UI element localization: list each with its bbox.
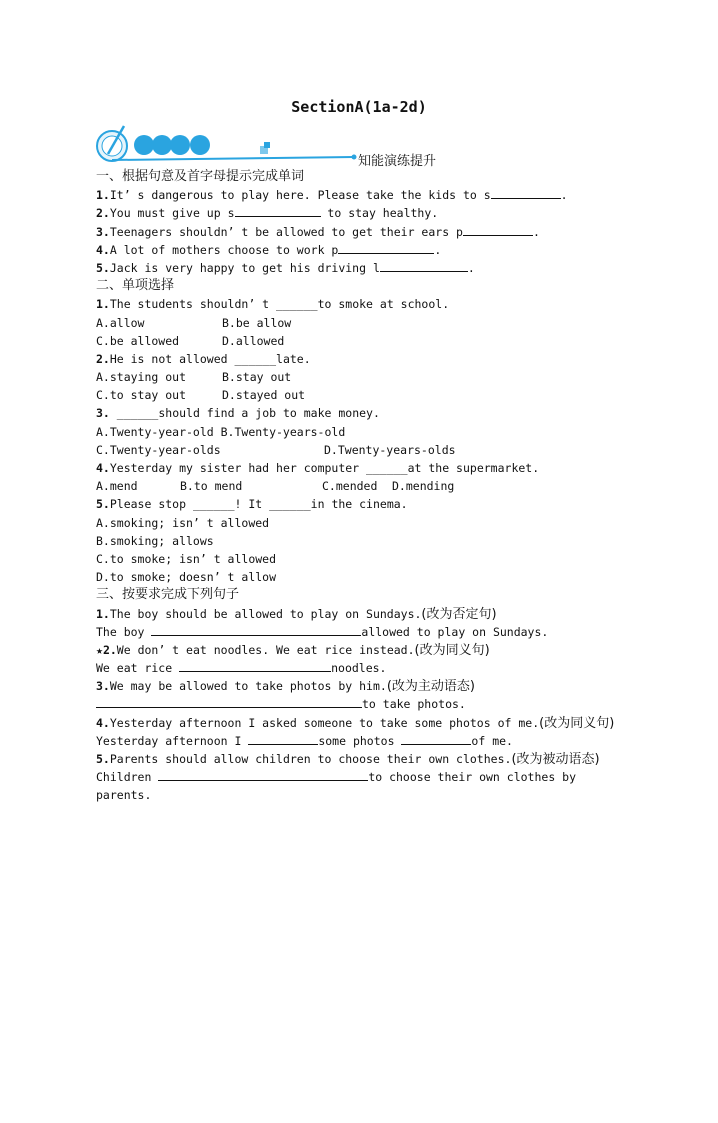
- answer-blank[interactable]: ______: [116, 406, 159, 421]
- option-ab[interactable]: A.Twenty-year-old B.Twenty-years-old: [96, 424, 346, 439]
- s1-question-1: 1.It’ s dangerous to play here. Please take the kids to s .: [96, 188, 568, 203]
- option-a[interactable]: A.mend: [96, 479, 138, 494]
- section3-heading: 三、按要求完成下列句子: [96, 587, 240, 603]
- answer-blank[interactable]: [491, 186, 561, 199]
- question-number: 5.: [96, 260, 110, 275]
- requirement-note: (改为同义句): [414, 642, 490, 658]
- s3-answer-4: Yesterday afternoon I some photos of me.: [96, 733, 513, 748]
- section2-heading: 二、单项选择: [96, 278, 175, 294]
- s3-question-4: 4.Yesterday afternoon I asked someone to take some photos of me.(改为同义句): [96, 715, 615, 731]
- requirement-note: (改为被动语态): [511, 752, 600, 767]
- option-d[interactable]: D.to smoke; doesn’ t allow: [96, 570, 277, 585]
- answer-blank[interactable]: [158, 768, 368, 781]
- s2-question-1: 1.The students shouldn’ t ______to smoke at school.: [96, 297, 450, 312]
- star-icon: ★: [96, 642, 103, 657]
- s2-q3-options-ab: [96, 423, 656, 441]
- s2-question-5: 5.Please stop ______! It ______in the cinema.: [96, 497, 408, 512]
- answer-blank[interactable]: [463, 223, 533, 236]
- s2-question-3: 3. ______should find a job to make money.: [96, 406, 380, 421]
- answer-blank[interactable]: [338, 241, 434, 254]
- answer-blank[interactable]: [248, 732, 318, 745]
- answer-blank[interactable]: ______: [276, 297, 318, 312]
- requirement-note: (改为同义句): [539, 715, 615, 731]
- option-a[interactable]: A.smoking; isn’ t allowed: [96, 515, 270, 530]
- s3-answer-2: We eat rice noodles.: [96, 661, 387, 676]
- question-number: 1.: [96, 606, 110, 621]
- banner-line: [112, 157, 354, 160]
- s2-q4-options: [96, 477, 656, 495]
- question-number: 1.: [96, 297, 110, 312]
- worksheet-content: [96, 168, 656, 805]
- s2-question-4: 4.Yesterday my sister had her computer ______at the supermarket.: [96, 461, 540, 475]
- section1-heading: 一、根据句意及首字母提示完成单词: [96, 169, 305, 184]
- answer-blank[interactable]: [235, 204, 321, 217]
- s2-q2-options-cd: [96, 386, 656, 404]
- requirement-note: (改为主动语态): [386, 679, 475, 695]
- question-number: 2.: [102, 642, 117, 657]
- question-number: 3.: [96, 406, 110, 421]
- option-c[interactable]: C.to stay out: [96, 388, 187, 403]
- option-c[interactable]: C.mended: [322, 479, 378, 494]
- s3-answer-5: Children to choose their own clothes by: [96, 770, 577, 785]
- answer-blank[interactable]: ______: [192, 497, 235, 512]
- answer-blank[interactable]: ______: [366, 461, 408, 475]
- answer-blank[interactable]: [151, 623, 361, 636]
- answer-blank[interactable]: ______: [234, 351, 277, 366]
- option-a[interactable]: A.staying out: [96, 370, 187, 385]
- dots-decoration: [134, 135, 210, 155]
- question-number: 5.: [96, 497, 110, 512]
- s2-q1-options-cd: [96, 332, 656, 350]
- question-number: 4.: [96, 461, 110, 475]
- question-number: 2.: [96, 206, 110, 221]
- answer-blank[interactable]: [401, 732, 471, 745]
- page-title: SectionA(1a-2d): [291, 98, 427, 116]
- s3-answer-5-cont: parents.: [96, 788, 152, 803]
- s3-answer-3: to take photos.: [96, 695, 656, 713]
- s2-q2-options-ab: [96, 368, 656, 386]
- option-d[interactable]: D.stayed out: [222, 388, 306, 403]
- s2-q3-options-cd: [96, 441, 656, 459]
- s3-question-3: 3.We may be allowed to take photos by him.(改为主动语态): [96, 679, 475, 695]
- requirement-note: (改为否定句): [421, 606, 497, 622]
- square-decoration: [260, 142, 270, 154]
- option-d[interactable]: D.mending: [392, 479, 455, 494]
- s1-question-4: 4.A lot of mothers choose to work p .: [96, 242, 442, 257]
- answer-blank[interactable]: ______: [269, 497, 311, 512]
- question-number: 5.: [96, 752, 110, 766]
- question-number: 2.: [96, 351, 110, 366]
- s3-answer-1: The boy allowed to play on Sundays.: [96, 624, 549, 639]
- s3-question-2: ★2.We don’ t eat noodles. We eat rice instead.(改为同义句): [96, 642, 490, 658]
- answer-blank[interactable]: [179, 659, 331, 672]
- option-c[interactable]: C.Twenty-year-olds: [96, 442, 221, 457]
- option-b[interactable]: B.stay out: [222, 370, 292, 385]
- option-b[interactable]: B.be allow: [222, 315, 292, 330]
- question-number: 4.: [96, 242, 110, 257]
- s2-q1-options-ab: [96, 314, 656, 332]
- option-d[interactable]: D.allowed: [222, 333, 285, 348]
- question-number: 4.: [96, 715, 110, 730]
- s1-question-2: 2.You must give up s to stay healthy.: [96, 206, 439, 221]
- answer-blank[interactable]: [96, 695, 362, 708]
- s3-question-1: 1.The boy should be allowed to play on Sundays.(改为否定句): [96, 606, 497, 622]
- s1-question-3: 3.Teenagers shouldn’ t be allowed to get their ears p .: [96, 224, 540, 239]
- question-number: 1.: [96, 188, 110, 203]
- option-b[interactable]: B.to mend: [180, 479, 243, 494]
- question-number: 3.: [96, 224, 110, 239]
- s1-question-5: 5.Jack is very happy to get his driving l .: [96, 260, 475, 275]
- option-d[interactable]: D.Twenty-years-olds: [324, 442, 456, 457]
- option-b[interactable]: B.smoking; allows: [96, 533, 214, 548]
- s3-question-5: 5.Parents should allow children to choose their own clothes.(改为被动语态): [96, 752, 600, 767]
- pen-circle-icon: [97, 126, 127, 161]
- option-a[interactable]: A.allow: [96, 315, 145, 330]
- banner-label: 知能演练提升: [358, 154, 437, 169]
- question-number: 3.: [96, 679, 110, 694]
- s2-question-2: 2.He is not allowed ______late.: [96, 351, 311, 366]
- option-c[interactable]: C.to smoke; isn’ t allowed: [96, 551, 277, 566]
- option-c[interactable]: C.be allowed: [96, 333, 180, 348]
- answer-blank[interactable]: [380, 259, 468, 272]
